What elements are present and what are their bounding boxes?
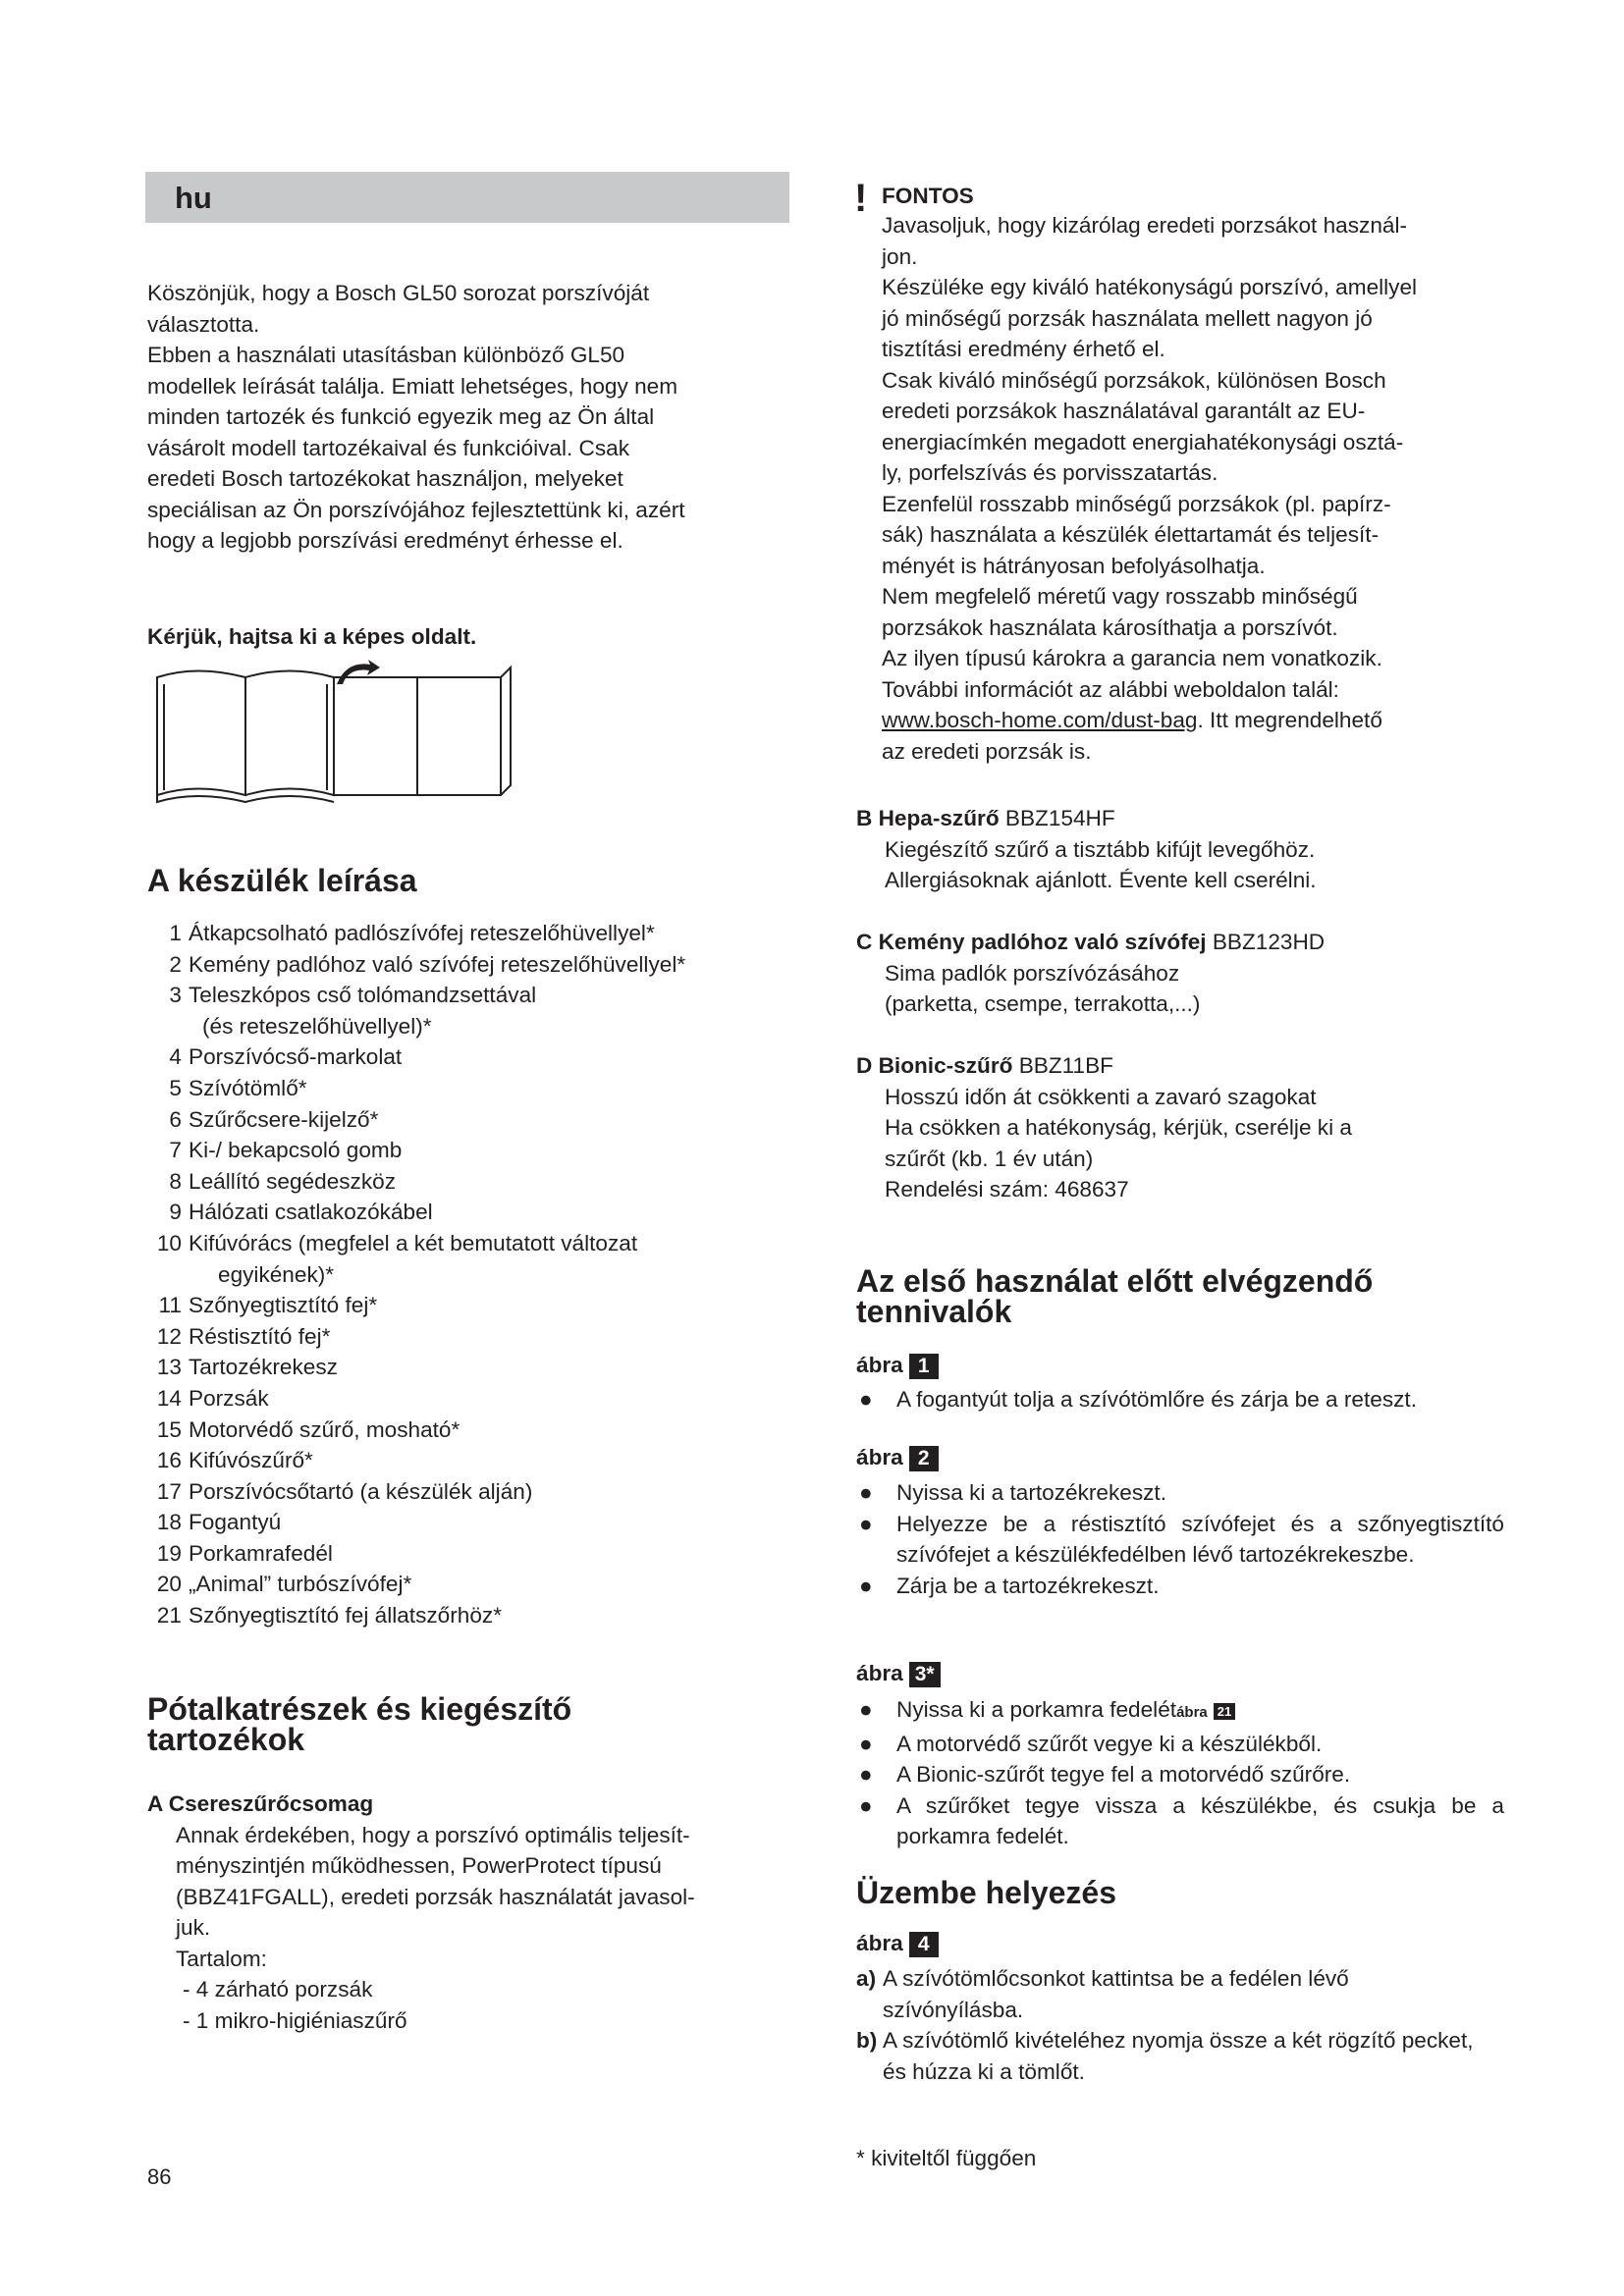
- text-line: Annak érdekében, hogy a porszívó optimális teljesít-: [176, 1822, 690, 1847]
- step-text: A szívótömlő kivételéhez nyomja össze a két rögzítő pecket, és húzza ki a tömlőt.: [883, 2028, 1474, 2084]
- part-number: 18: [156, 1510, 182, 1535]
- important-after-link: . Itt megrendelhető: [1197, 708, 1382, 732]
- text-line: Tartalom:: [176, 1946, 267, 1971]
- part-number: 16: [156, 1448, 182, 1473]
- bullet-text: A motorvédő szűrőt vegye ki a készülékből.: [896, 1731, 1323, 1756]
- text-line: eredeti porzsákok használatával garantált az EU-: [882, 399, 1366, 423]
- bullet-icon: ●: [859, 1511, 873, 1536]
- bullet-item: [856, 1384, 1504, 1415]
- part-number: 11: [158, 1293, 182, 1318]
- fold-out-panel-1: [334, 677, 417, 795]
- text-line: Hosszú időn át csökkenti a zavaró szagokat: [885, 1084, 1317, 1109]
- part-item: [147, 1259, 776, 1291]
- part-label: Szívótömlő*: [189, 1075, 307, 1100]
- text-line: Javasoljuk, hogy kizárólag eredeti porzsákot használ-: [882, 213, 1408, 238]
- part-label: Porzsák: [189, 1385, 269, 1411]
- text-line: sák) használata a készülék élettartamát és teljesít-: [882, 522, 1380, 547]
- part-number: 13: [156, 1355, 182, 1380]
- intro-line: hogy a legjobb porszívási eredményt érhesse el.: [147, 528, 623, 553]
- part-item: [147, 1104, 776, 1136]
- spares-heading-line-2: tartozékok: [147, 1722, 305, 1757]
- fold-out-panel-2: [417, 667, 511, 795]
- part-label: „Animal” turbószívófej*: [189, 1572, 412, 1597]
- figure-1-steps: [856, 1384, 1504, 1415]
- bullet-item: [856, 1790, 1504, 1852]
- part-item: [147, 918, 776, 949]
- part-item: [147, 1135, 776, 1166]
- part-item: [147, 1290, 776, 1321]
- language-bar: [145, 172, 789, 223]
- part-item: [147, 1415, 776, 1446]
- bullet-text: A szűrőket tegye vissza a készülékbe, és csukja be a porkamra fedelét.: [896, 1792, 1504, 1848]
- first-use-heading: [856, 1263, 1374, 1329]
- part-label: Porkamrafedél: [189, 1540, 333, 1566]
- book-left-page: [157, 671, 245, 796]
- important-notice: [882, 183, 1510, 767]
- part-label: Fogantyú: [189, 1510, 282, 1535]
- text-line: Ha csökken a hatékonyság, kérjük, cserélje ki a: [885, 1115, 1352, 1140]
- part-number: 2: [169, 951, 182, 977]
- fold-arrow-icon: [337, 660, 380, 684]
- intro-line: modellek leírását találja. Emiatt lehetséges, hogy nem: [147, 373, 678, 399]
- text-line: ményszintjén működhessen, PowerProtect típusú: [176, 1853, 662, 1878]
- figure-2-number: 2: [909, 1446, 939, 1471]
- bullet-text: Helyezze be a réstisztító szívófejet és a szőnyegtisztító szívófejet a készülékfedélben lévő tartozékrekeszbe.: [896, 1511, 1504, 1567]
- text-line: szűrőt (kb. 1 év után): [885, 1146, 1094, 1171]
- part-label: Hálózati csatlakozókábel: [189, 1200, 433, 1225]
- part-label: Leállító segédeszköz: [189, 1168, 397, 1194]
- text-line: Az ilyen típusú károkra a garancia nem vonatkozik.: [882, 646, 1382, 670]
- intro-line: Ebben a használati utasításban különböző GL50: [147, 343, 625, 367]
- part-item: [147, 1507, 776, 1538]
- figure-3-rest: [856, 1729, 1504, 1852]
- part-item: [147, 1197, 776, 1228]
- parts-list: [147, 918, 776, 1631]
- spare-a-contents: [147, 1974, 789, 2036]
- contents-item: - 4 zárható porzsák: [183, 1977, 373, 2002]
- intro-line: minden tartozék és funkció egyezik meg az Ön által: [147, 404, 655, 429]
- bullet-item: [856, 1729, 1504, 1760]
- part-label: Kifúvórács (megfelel a két bemutatott változat: [189, 1230, 638, 1255]
- text-line: (BBZ41FGALL), eredeti porzsák használatát javasol-: [176, 1884, 695, 1909]
- bullet-icon: ●: [859, 1480, 873, 1505]
- spare-d-label: D Bionic-szűrő: [856, 1053, 1013, 1078]
- figure-3-label: [856, 1659, 941, 1688]
- spare-b-code: BBZ154HF: [999, 806, 1115, 830]
- spare-a-text: [147, 1820, 789, 1975]
- spares-heading-line-1: Pótalkatrészek és kiegészítő: [147, 1691, 572, 1727]
- text-line: jó minőségű porzsák használata mellett nagyon jó: [882, 305, 1373, 331]
- part-number: 10: [156, 1230, 182, 1255]
- part-label: Ki-/ bekapcsoló gomb: [189, 1138, 403, 1163]
- part-number: 3: [169, 983, 182, 1008]
- part-item: [147, 1041, 776, 1073]
- spare-d-block: [856, 1050, 1504, 1205]
- intro-line: speciálisan az Ön porszívójához fejlesztettünk ki, azért: [147, 497, 685, 522]
- footnote: * kiviteltől függően: [856, 2146, 1037, 2170]
- figure-4-steps: [856, 1963, 1485, 2087]
- spare-b-text: [856, 834, 1504, 896]
- text-line: Csak kiváló minőségű porzsákok, különösen Bosch: [882, 367, 1386, 393]
- important-text: [882, 210, 1510, 705]
- part-item: [147, 1073, 776, 1104]
- part-number: 1: [169, 921, 182, 945]
- step-text: A szívótömlőcsonkot kattintsa be a fedélen lévő szívónyílásba.: [883, 1966, 1349, 2022]
- spare-a-block: [147, 1789, 789, 2036]
- part-label: Tartozékrekesz: [189, 1355, 338, 1380]
- part-number: 21: [156, 1603, 182, 1629]
- bullet-text: Nyissa ki a tartozékrekeszt.: [896, 1480, 1166, 1505]
- language-code: hu: [175, 181, 212, 215]
- operation-heading: Üzembe helyezés: [856, 1875, 1117, 1910]
- contents-item: - 1 mikro-higiéniaszűrő: [183, 2007, 407, 2033]
- part-number: 19: [156, 1540, 182, 1566]
- bullet-icon: ●: [859, 1731, 873, 1756]
- part-number: 17: [156, 1478, 182, 1504]
- spare-c-block: [856, 927, 1504, 1020]
- bullet-item: [856, 1694, 1504, 1729]
- part-item: [147, 1569, 776, 1600]
- bullet-text: Zárja be a tartozékrekeszt.: [896, 1573, 1160, 1598]
- intro-line: vásárolt modell tartozékaival és funkcióival. Csak: [147, 435, 629, 460]
- bullet-icon: ●: [859, 1762, 873, 1787]
- bullet-icon: ●: [859, 1387, 873, 1412]
- spare-b-label: B Hepa-szűrő: [856, 806, 1000, 830]
- part-item: [147, 1445, 776, 1476]
- important-link-line: [882, 705, 1510, 736]
- part-item: [147, 1383, 776, 1415]
- spare-c-text: [856, 958, 1504, 1020]
- part-label: Porszívócső-markolat: [189, 1044, 403, 1070]
- part-label: Szőnyegtisztító fej*: [189, 1293, 378, 1318]
- step-item: [856, 1963, 1485, 2025]
- part-item: [147, 1011, 776, 1042]
- part-item: [147, 1166, 776, 1198]
- part-number: 6: [169, 1106, 182, 1132]
- figure-word: ábra: [856, 1445, 903, 1469]
- part-number: 8: [169, 1168, 182, 1194]
- figure-3-steps: [856, 1694, 1504, 1852]
- part-number: 14: [156, 1385, 182, 1411]
- part-label: Szőnyegtisztító fej állatszőrhöz*: [189, 1603, 502, 1629]
- bullet-text: A Bionic-szűrőt tegye fel a motorvédő szűrőre.: [896, 1762, 1351, 1787]
- bullet-item: [856, 1759, 1504, 1790]
- bullet-item: [856, 1477, 1504, 1509]
- part-number: 7: [169, 1138, 182, 1163]
- part-number: [147, 1259, 189, 1291]
- part-number: 12: [156, 1323, 182, 1349]
- figure-1-label: [856, 1351, 939, 1380]
- figure-word: ábra: [856, 1353, 903, 1377]
- bullet-item: [856, 1509, 1504, 1571]
- text-line: További információt az alábbi weboldalon talál:: [882, 676, 1339, 702]
- bullet-icon: ●: [859, 1573, 873, 1598]
- part-number: 15: [156, 1416, 182, 1442]
- part-item: [147, 1600, 776, 1631]
- figure-4-number: 4: [909, 1932, 939, 1957]
- text-line: Ezenfelül rosszabb minőségű porzsákok (pl. papírz-: [882, 491, 1391, 516]
- spares-heading: [147, 1691, 572, 1757]
- part-item: [147, 1228, 776, 1259]
- text-line: Allergiásoknak ajánlott. Évente kell cserélni.: [885, 868, 1317, 892]
- part-number: [147, 1011, 189, 1042]
- text-line: Nem megfelelő méretű vagy rosszabb minőségű: [882, 584, 1358, 609]
- text-line: juk.: [176, 1915, 211, 1940]
- figure-1-number: 1: [909, 1354, 939, 1379]
- part-label: Porszívócsőtartó (a készülék alján): [189, 1478, 533, 1504]
- fold-out-page-illustration: [152, 653, 520, 810]
- part-label: egyikének)*: [218, 1261, 335, 1287]
- bullet-icon: ●: [859, 1697, 873, 1722]
- text-line: jon.: [882, 243, 918, 269]
- page-number: 86: [147, 2164, 172, 2189]
- text-line: energiacímkén megadott energiahatékonysági osztá-: [882, 429, 1404, 454]
- important-title: FONTOS: [882, 184, 974, 208]
- part-item: [147, 1476, 776, 1508]
- intro-paragraph: [147, 278, 789, 557]
- part-item: [147, 1352, 776, 1383]
- text-line: Sima padlók porszívózásához: [885, 960, 1180, 986]
- bullet-item: [856, 1571, 1504, 1602]
- intro-line: Köszönjük, hogy a Bosch GL50 sorozat porszívóját: [147, 281, 650, 305]
- device-description-heading: A készülék leírása: [147, 863, 417, 898]
- spare-a-label: A Csereszűrőcsomag: [147, 1791, 374, 1816]
- spare-d-text: [856, 1082, 1504, 1205]
- text-line: ményét is hátrányosan befolyásolhatja.: [882, 553, 1266, 578]
- figure-21-ref: 21: [1214, 1703, 1235, 1720]
- spare-d-code: BBZ11BF: [1012, 1053, 1113, 1078]
- figure-3-first-step: Nyissa ki a porkamra fedelét: [896, 1697, 1177, 1722]
- text-line: porzsákok használata károsíthatja a porszívót.: [882, 614, 1338, 640]
- part-label: (és reteszelőhüvellyel)*: [202, 1013, 432, 1039]
- figure-3-number: 3*: [909, 1662, 941, 1687]
- important-icon: !: [854, 177, 868, 220]
- figure-2-label: [856, 1443, 939, 1472]
- part-label: Átkapcsolható padlószívófej reteszelőhüvellyel*: [189, 921, 655, 945]
- part-label: Réstisztító fej*: [189, 1323, 331, 1349]
- bullet-icon: ●: [859, 1792, 873, 1818]
- first-use-heading-line-2: tennivalók: [856, 1294, 1012, 1329]
- part-item: [147, 1321, 776, 1353]
- intro-line: eredeti Bosch tartozékokat használjon, melyeket: [147, 466, 623, 491]
- step-key: a): [856, 1966, 877, 1991]
- spare-c-label: C Kemény padlóhoz való szívófej: [856, 930, 1207, 954]
- part-number: 20: [156, 1572, 182, 1597]
- step-item: [856, 2025, 1485, 2087]
- figure-word: ábra: [856, 1931, 903, 1955]
- book-right-page: [245, 671, 334, 796]
- figure-ref-word: ábra: [1176, 1704, 1208, 1721]
- first-use-heading-line-1: Az első használat előtt elvégzendő: [856, 1263, 1374, 1299]
- important-last-line: az eredeti porzsák is.: [882, 738, 1092, 764]
- part-item: [147, 980, 776, 1011]
- part-number: 9: [169, 1200, 182, 1225]
- figure-word: ábra: [856, 1661, 903, 1685]
- spare-b-block: [856, 803, 1504, 896]
- fold-note: Kérjük, hajtsa ki a képes oldalt.: [147, 624, 477, 649]
- intro-line: választotta.: [147, 311, 260, 337]
- part-label: Szűrőcsere-kijelző*: [189, 1106, 379, 1132]
- figure-4-label: [856, 1929, 939, 1958]
- part-number: 4: [169, 1044, 182, 1070]
- dust-bag-link[interactable]: www.bosch-home.com/dust-bag: [882, 708, 1198, 732]
- text-line: (parketta, csempe, terrakotta,...): [885, 991, 1201, 1016]
- text-line: ly, porfelszívás és porvisszatartás.: [882, 460, 1218, 485]
- figure-2-steps: [856, 1477, 1504, 1601]
- text-line: Készüléke egy kiváló hatékonyságú porszívó, amellyel: [882, 275, 1418, 299]
- step-key: b): [856, 2028, 878, 2053]
- part-label: Motorvédő szűrő, mosható*: [189, 1416, 460, 1442]
- text-line: Rendelési szám: 468637: [885, 1177, 1129, 1201]
- bullet-text: A fogantyút tolja a szívótömlőre és zárja be a reteszt.: [896, 1387, 1417, 1412]
- text-line: tisztítási eredmény érhető el.: [882, 337, 1165, 361]
- part-label: Kemény padlóhoz való szívófej reteszelőhüvellyel*: [189, 951, 686, 977]
- text-line: Kiegészítő szűrő a tisztább kifújt levegőhöz.: [885, 836, 1316, 862]
- part-item: [147, 949, 776, 981]
- part-item: [147, 1538, 776, 1570]
- part-number: 5: [169, 1075, 182, 1100]
- spare-c-code: BBZ123HD: [1206, 930, 1326, 954]
- part-label: Kifúvószűrő*: [189, 1448, 313, 1473]
- part-label: Teleszkópos cső tolómandzsettával: [189, 983, 537, 1008]
